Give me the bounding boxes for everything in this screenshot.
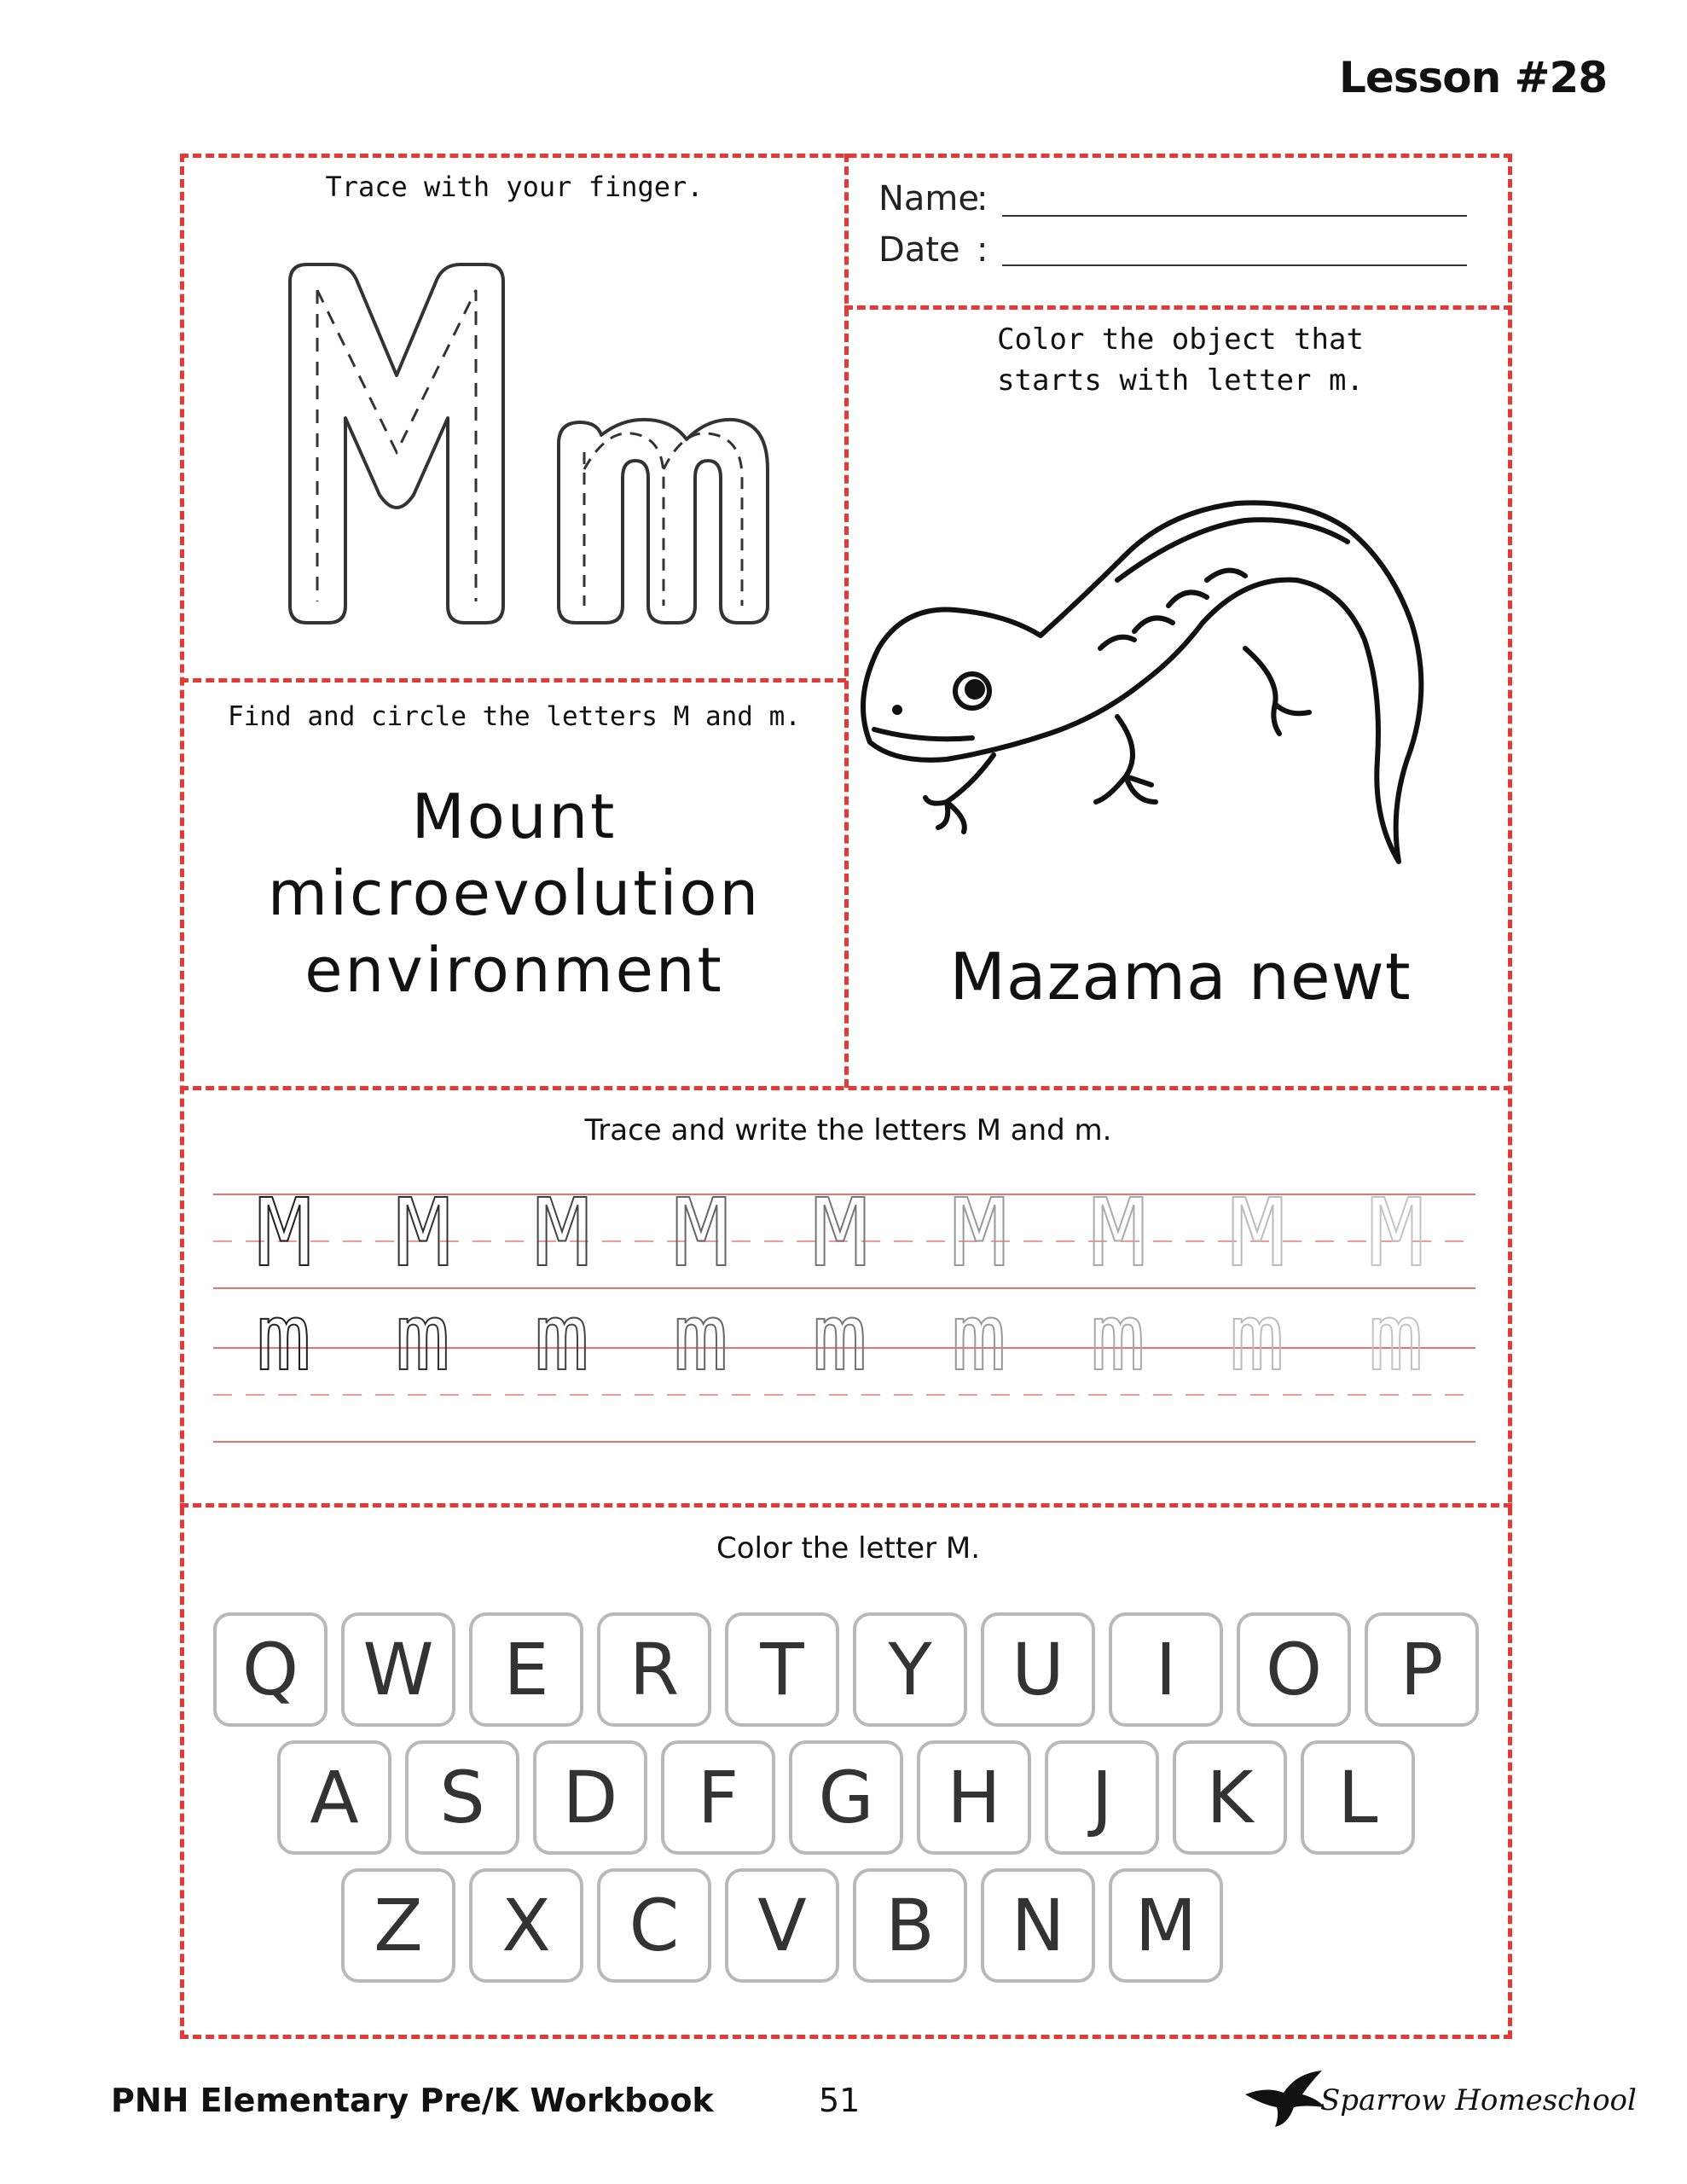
key-s[interactable]: S xyxy=(405,1740,519,1855)
key-k[interactable]: K xyxy=(1173,1740,1287,1855)
word-environment[interactable]: environment xyxy=(304,934,724,1006)
trace-lower-m[interactable]: m xyxy=(951,1285,1007,1391)
key-i[interactable]: I xyxy=(1109,1612,1223,1727)
trace-lower-m[interactable]: m xyxy=(395,1285,451,1391)
key-r[interactable]: R xyxy=(597,1612,711,1727)
key-g[interactable]: G xyxy=(789,1740,903,1855)
date-label: Date xyxy=(878,230,960,270)
trace-upper-m[interactable]: M xyxy=(812,1178,869,1287)
color-letter-instruction: Color the letter M. xyxy=(716,1531,981,1565)
trace-lower-m[interactable]: m xyxy=(673,1285,729,1391)
trace-upper-m[interactable]: M xyxy=(395,1178,452,1287)
key-f[interactable]: F xyxy=(661,1740,775,1855)
divider-left-middle xyxy=(180,678,846,682)
trace-upper-m[interactable]: M xyxy=(673,1178,730,1287)
page-number: 51 xyxy=(819,2082,861,2119)
trace-lower-m[interactable]: m xyxy=(1368,1285,1424,1391)
key-q[interactable]: Q xyxy=(213,1612,328,1727)
trace-lower-m[interactable]: m xyxy=(534,1285,590,1391)
word-mount[interactable]: Mount xyxy=(411,781,617,852)
lesson-title: Lesson #28 xyxy=(1339,53,1608,102)
key-v[interactable]: V xyxy=(725,1868,839,1983)
trace-upper-m[interactable]: M xyxy=(1229,1178,1286,1287)
key-w[interactable]: W xyxy=(341,1612,455,1727)
name-separator: : xyxy=(977,179,988,218)
key-d[interactable]: D xyxy=(533,1740,647,1855)
newt-illustration[interactable] xyxy=(844,486,1510,887)
word-microevolution[interactable]: microevolution xyxy=(267,857,762,929)
key-a[interactable]: A xyxy=(277,1740,391,1855)
trace-letters-area[interactable] xyxy=(213,1177,1475,1450)
sparrow-bird-icon xyxy=(1241,2069,1326,2129)
date-field[interactable] xyxy=(1002,264,1467,266)
key-h[interactable]: H xyxy=(917,1740,1031,1855)
key-j[interactable]: J xyxy=(1045,1740,1159,1855)
key-o[interactable]: O xyxy=(1237,1612,1351,1727)
divider-trace-keyboard xyxy=(180,1503,1512,1507)
trace-lower-m[interactable]: m xyxy=(1090,1285,1146,1391)
key-t[interactable]: T xyxy=(725,1612,839,1727)
key-p[interactable]: P xyxy=(1365,1612,1479,1727)
divider-name-section xyxy=(844,305,1512,310)
key-m[interactable]: M xyxy=(1109,1868,1223,1983)
key-u[interactable]: U xyxy=(981,1612,1095,1727)
footer-workbook-title: PNH Elementary Pre/K Workbook xyxy=(111,2082,714,2119)
key-n[interactable]: N xyxy=(981,1868,1095,1983)
color-object-instruction-line1: Color the object that xyxy=(997,322,1364,357)
key-z[interactable]: Z xyxy=(341,1868,455,1983)
divider-upper-lower xyxy=(180,1086,1512,1090)
trace-lower-m[interactable]: m xyxy=(812,1285,868,1391)
trace-lower-m[interactable]: m xyxy=(256,1285,312,1391)
name-field[interactable] xyxy=(1002,215,1467,217)
key-l[interactable]: L xyxy=(1301,1740,1415,1855)
name-label: Name xyxy=(878,179,980,218)
newt-caption: Mazama newt xyxy=(949,938,1412,1014)
trace-upper-m[interactable]: M xyxy=(1090,1178,1147,1287)
trace-upper-m[interactable]: M xyxy=(951,1178,1008,1287)
key-e[interactable]: E xyxy=(469,1612,583,1727)
key-c[interactable]: C xyxy=(597,1868,711,1983)
brand-name: Sparrow Homeschool xyxy=(1320,2083,1637,2117)
key-x[interactable]: X xyxy=(469,1868,583,1983)
trace-upper-m[interactable]: M xyxy=(1368,1178,1425,1287)
color-object-instruction-line2: starts with letter m. xyxy=(997,363,1364,398)
letter-m-tracing-icon xyxy=(256,247,785,640)
find-circle-instruction: Find and circle the letters M and m. xyxy=(228,701,801,732)
trace-upper-m[interactable]: M xyxy=(534,1178,591,1287)
trace-upper-m[interactable]: M xyxy=(256,1178,313,1287)
trace-finger-instruction: Trace with your finger. xyxy=(325,171,704,203)
date-separator: : xyxy=(977,230,988,270)
key-b[interactable]: B xyxy=(853,1868,967,1983)
trace-write-instruction: Trace and write the letters M and m. xyxy=(584,1113,1112,1147)
key-y[interactable]: Y xyxy=(853,1612,967,1727)
trace-lower-m[interactable]: m xyxy=(1229,1285,1285,1391)
